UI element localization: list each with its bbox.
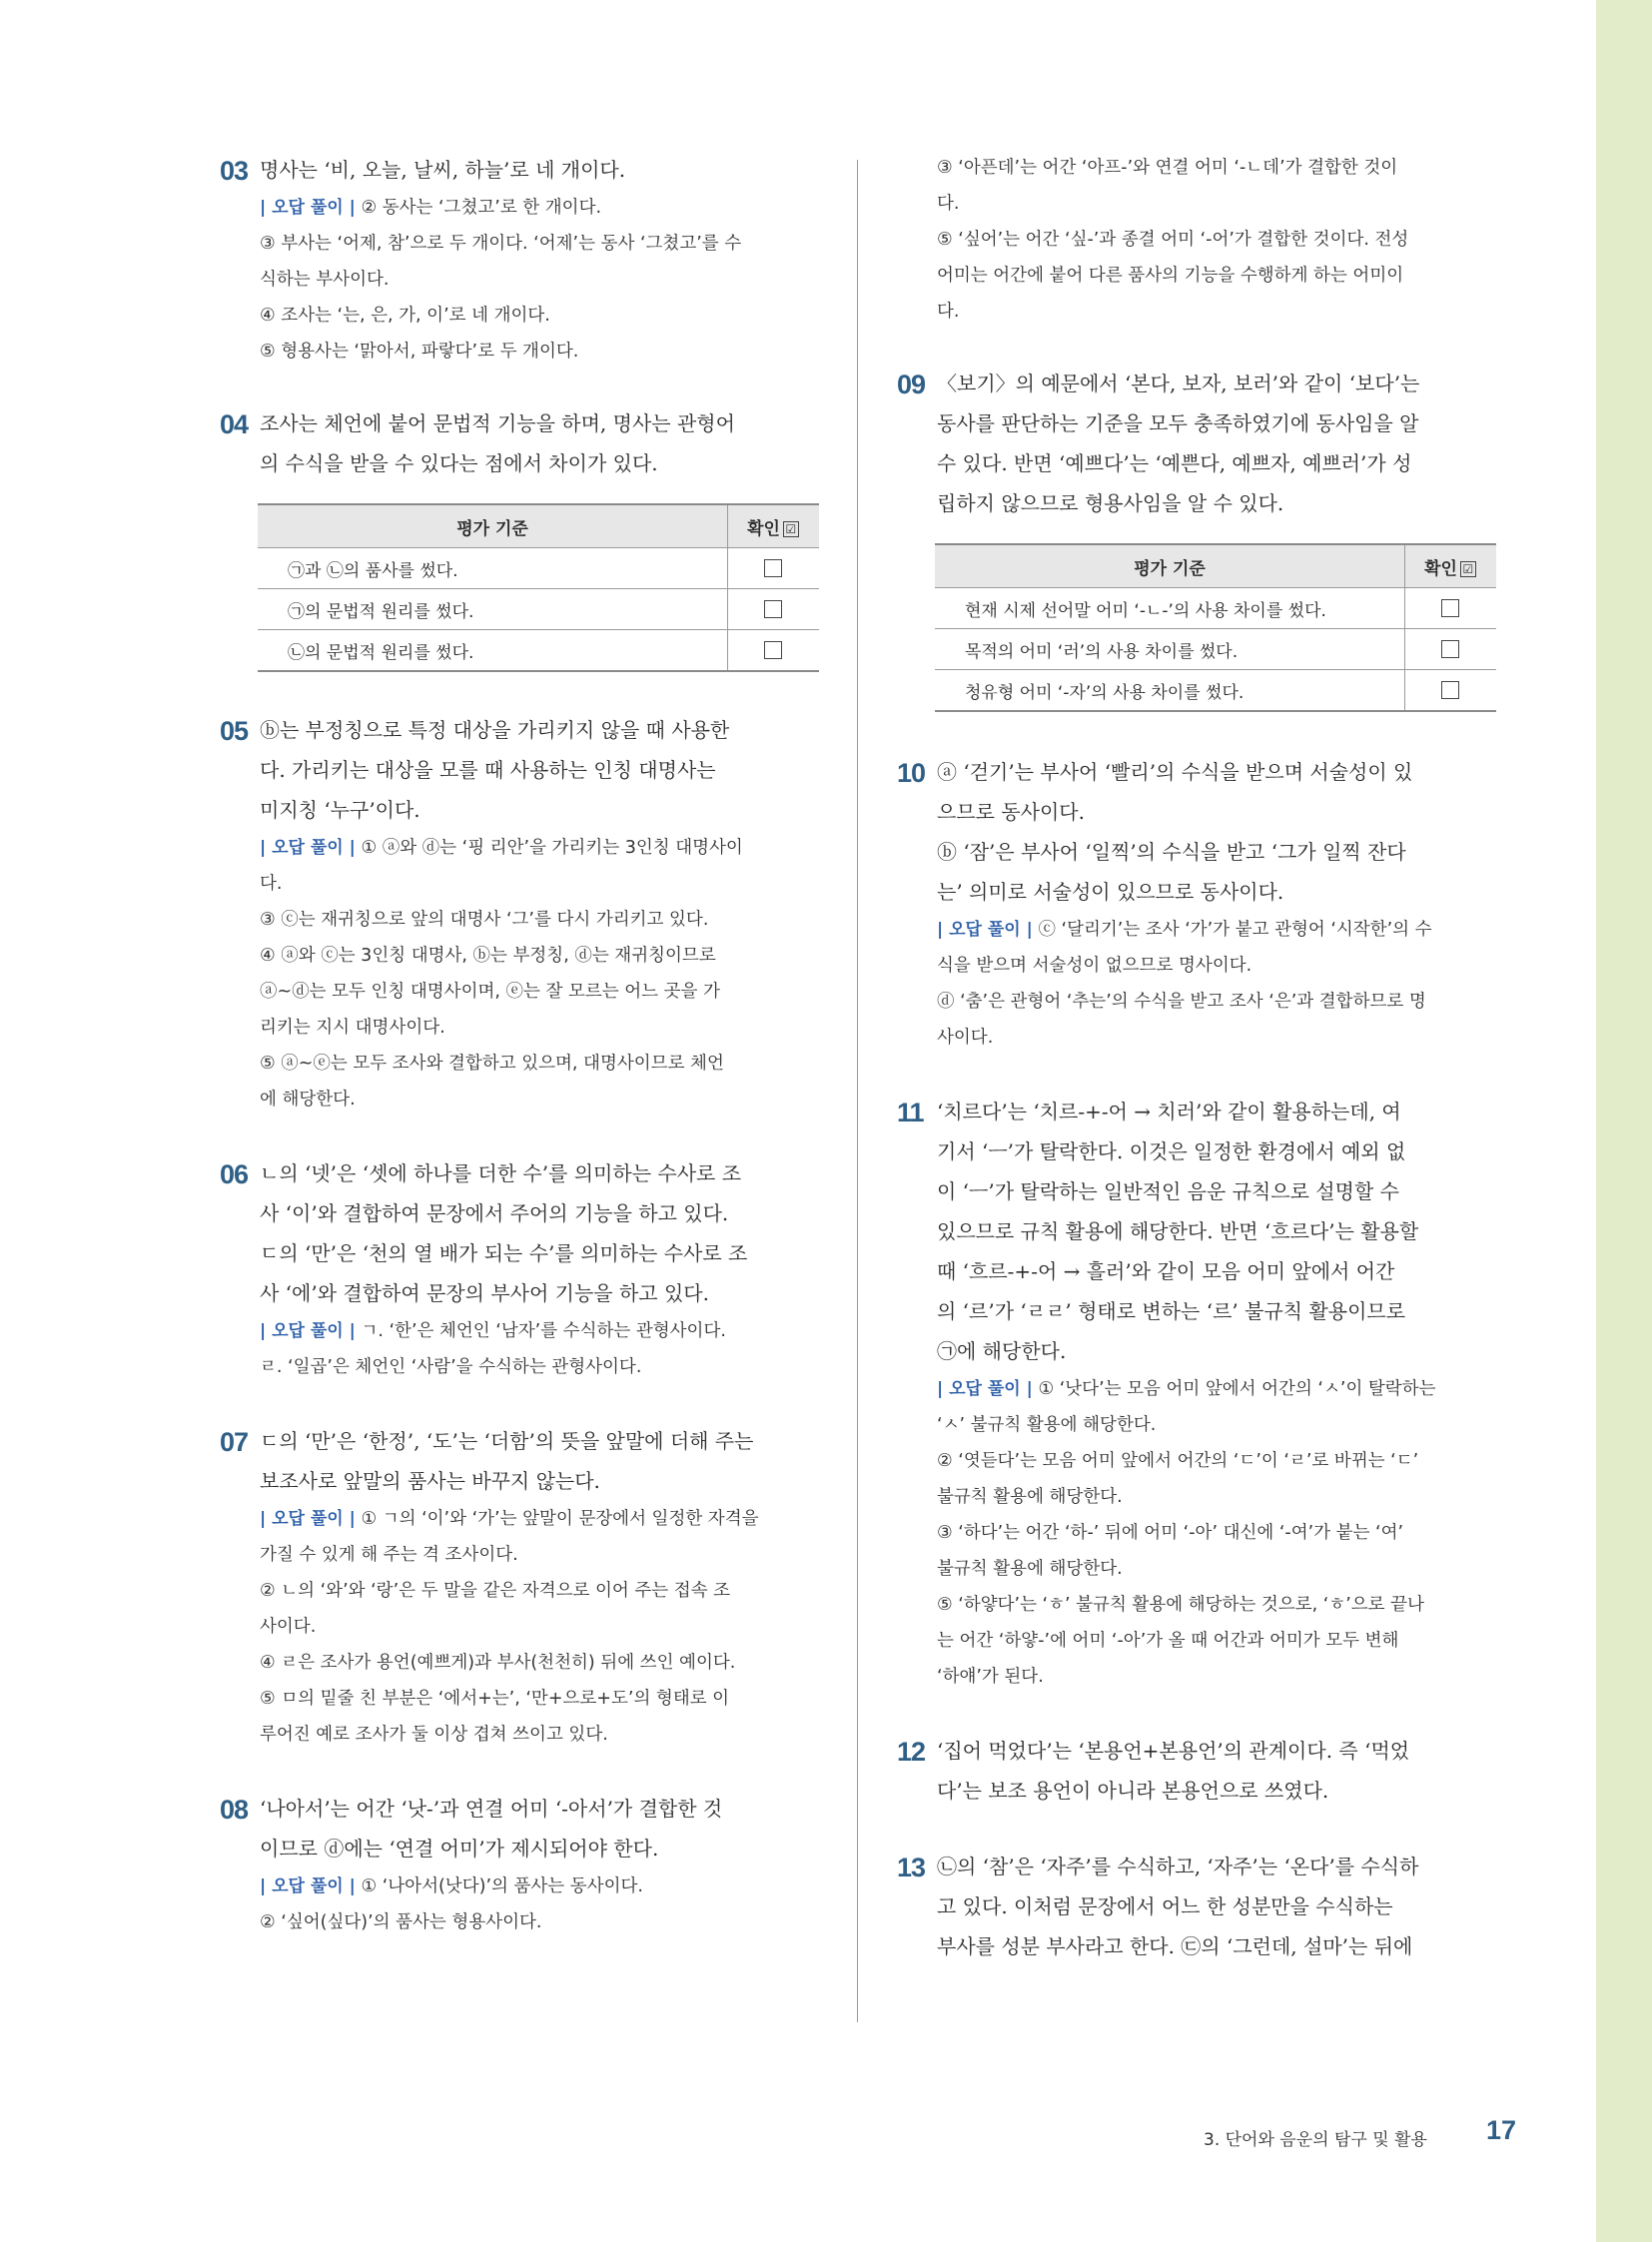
answer-line: 수 있다. 반면 ‘예쁘다’는 ‘예쁜다, 예쁘자, 예쁘러’가 성 (937, 451, 1412, 475)
answer-text (937, 1731, 1456, 1811)
side-color-strip (1596, 0, 1652, 2242)
answer-line: 는’ 의미로 서술성이 있으므로 동사이다. (937, 880, 1284, 904)
wrong-answer-label: | 오답 풀이 | (260, 198, 356, 218)
explanation-line: ③ ⓒ는 재귀칭으로 앞의 대명사 ‘그’를 다시 가리키고 있다. (260, 910, 709, 930)
wrong-answer-label: | 오답 풀이 | (937, 1379, 1033, 1399)
criteria-cell: 목적의 어미 ‘러’의 사용 차이를 썼다. (935, 629, 1405, 670)
answer-text (260, 1789, 779, 1868)
answer-line: 조사는 체언에 붙어 문법적 기능을 하며, 명사는 관형어 (260, 411, 735, 435)
criteria-cell: 현재 시제 선어말 어미 ‘-ㄴ-’의 사용 차이를 썼다. (935, 588, 1405, 629)
answer-line: ⓑ ‘잠’은 부사어 ‘일찍’의 수식을 받고 ‘그가 일찍 잔다 (937, 840, 1406, 864)
wrong-answer-label: | 오답 풀이 | (260, 1509, 356, 1529)
answer-line: 다’는 보조 용언이 아니라 본용언으로 쓰였다. (937, 1779, 1329, 1803)
answer-10 (897, 752, 1456, 1056)
explanation-line: 는 어간 ‘하얗-’에 어미 ‘-아’가 올 때 어간과 어미가 모두 변해 (937, 1631, 1399, 1651)
answer-line: 이므로 ⓓ에는 ‘연결 어미’가 제시되어야 한다. (260, 1837, 659, 1861)
question-number: 11 (897, 1098, 924, 1127)
answer-text (260, 1421, 779, 1501)
table-row (935, 629, 1496, 670)
answer-text (260, 1153, 779, 1313)
answer-line: ‘치르다’는 ‘치르-+-어 → 치러’와 같이 활용하는데, 여 (937, 1100, 1401, 1123)
checkbox[interactable] (1441, 599, 1459, 617)
checkbox[interactable] (1441, 640, 1459, 658)
checkbox[interactable] (1441, 681, 1459, 699)
question-number: 04 (220, 409, 249, 439)
wrong-answer-label: | 오답 풀이 | (937, 920, 1033, 940)
answer-line: 립하지 않으므로 형용사임을 알 수 있다. (937, 491, 1284, 515)
wrong-answer-explanation (937, 150, 1456, 330)
answer-text (937, 1092, 1456, 1371)
question-number: 12 (897, 1737, 926, 1767)
question-number: 10 (897, 758, 926, 788)
wrong-answer-explanation (260, 830, 779, 1118)
question-number: 03 (220, 156, 249, 186)
explanation-line: 리키는 지시 대명사이다. (260, 1018, 445, 1038)
explanation-line: ㄹ. ‘일곱’은 체언인 ‘사람’을 수식하는 관형사이다. (260, 1357, 642, 1377)
answer-text (937, 752, 1456, 912)
answer-line: 동사를 판단하는 기준을 모두 충족하였기에 동사임을 알 (937, 411, 1419, 435)
explanation-line: ⑤ ‘싶어’는 어간 ‘싶-’과 종결 어미 ‘-어’가 결합한 것이다. 전성 (937, 230, 1409, 250)
answer-line: 〈보기〉의 예문에서 ‘본다, 보자, 보러’와 같이 ‘보다’는 (937, 372, 1420, 395)
explanation-line: 가질 수 있게 해 주는 격 조사이다. (260, 1545, 518, 1565)
criteria-cell: 청유형 어미 ‘-자’의 사용 차이를 썼다. (935, 670, 1405, 712)
explanation-line: 사이다. (260, 1617, 317, 1637)
explanation-line: ⑤ ⓐ~ⓔ는 모두 조사와 결합하고 있으며, 대명사이므로 체언 (260, 1054, 724, 1074)
explanation-line: | 오답 풀이 | ㄱ. ‘한’은 체언인 ‘남자’를 수식하는 관형사이다. (260, 1321, 726, 1341)
explanation-line: | 오답 풀이 | ① ‘낫다’는 모음 어미 앞에서 어간의 ‘ㅅ’이 탈락하는 (937, 1379, 1436, 1399)
wrong-answer-explanation (937, 1371, 1456, 1695)
explanation-line: ③ ‘하다’는 어간 ‘하-’ 뒤에 어미 ‘-아’ 대신에 ‘-여’가 붙는 ‘여’ (937, 1523, 1404, 1543)
answer-06 (220, 1153, 779, 1385)
answer-line: 부사를 성분 부사라고 한다. ㉢의 ‘그런데, 설마’는 뒤에 (937, 1934, 1413, 1958)
answer-08 (220, 1789, 779, 1940)
question-number: 07 (220, 1427, 249, 1457)
question-number: 13 (897, 1853, 926, 1882)
answer-line: ‘나아서’는 어간 ‘낫-’과 연결 어미 ‘-아서’가 결합한 것 (260, 1797, 723, 1821)
explanation-line: | 오답 풀이 | ① ⓐ와 ⓓ는 ‘핑 리안’을 가리키는 3인칭 대명사이 (260, 838, 743, 858)
answer-text (937, 1847, 1456, 1966)
explanation-line: ⓐ~ⓓ는 모두 인칭 대명사이며, ⓔ는 잘 모르는 어느 곳을 가 (260, 982, 720, 1002)
explanation-line: ② ‘싶어(싶다)’의 품사는 형용사이다. (260, 1912, 542, 1932)
explanation-line: | 오답 풀이 | ② 동사는 ‘그쳤고’로 한 개이다. (260, 198, 602, 218)
question-number: 08 (220, 1795, 249, 1825)
explanation-line: ④ ⓐ와 ⓒ는 3인칭 대명사, ⓑ는 부정칭, ⓓ는 재귀칭이므로 (260, 946, 716, 966)
explanation-line: ③ ‘아픈데’는 어간 ‘아프-’와 연결 어미 ‘-ㄴ데’가 결합한 것이 (937, 158, 1398, 178)
checkbox[interactable] (764, 600, 782, 618)
checked-box-icon: ☑ (783, 521, 799, 537)
footer-section-title: 3. 단어와 음운의 탐구 및 활용 (1204, 2130, 1427, 2150)
table-row (258, 630, 819, 672)
evaluation-table (935, 543, 1496, 712)
explanation-line: ⓓ ‘춤’은 관형어 ‘추는’의 수식을 받고 조사 ‘은’과 결합하므로 명 (937, 992, 1426, 1012)
explanation-line: 불규칙 활용에 해당한다. (937, 1487, 1123, 1507)
right-column (897, 150, 1474, 1966)
wrong-answer-explanation (260, 1868, 779, 1940)
checkbox[interactable] (764, 559, 782, 577)
wrong-answer-explanation (260, 1313, 779, 1385)
explanation-line: ‘하얘’가 된다. (937, 1667, 1044, 1687)
explanation-line: 다. (260, 874, 283, 894)
answer-line: 사 ‘이’와 결합하여 문장에서 주어의 기능을 하고 있다. (260, 1201, 729, 1225)
table-row (935, 670, 1496, 712)
wrong-answer-label: | 오답 풀이 | (260, 1321, 356, 1341)
criteria-header: 평가 기준 (258, 504, 728, 548)
table-row (258, 548, 819, 589)
criteria-cell: ㉠의 문법적 원리를 썼다. (258, 589, 728, 630)
column-divider (857, 160, 858, 2022)
left-column (220, 150, 797, 1940)
answer-line: 있으므로 규칙 활용에 해당한다. 반면 ‘흐르다’는 활용할 (937, 1219, 1419, 1243)
answer-line: ‘집어 먹었다’는 ‘본용언+본용언’의 관계이다. 즉 ‘먹었 (937, 1739, 1410, 1763)
explanation-line: ⑤ 형용사는 ‘맑아서, 파랗다’로 두 개이다. (260, 342, 579, 362)
evaluation-table (258, 503, 819, 672)
explanation-line: 에 해당한다. (260, 1090, 356, 1110)
answer-09 (897, 364, 1474, 712)
criteria-header: 평가 기준 (935, 544, 1405, 588)
answer-03 (220, 150, 779, 370)
explanation-line: ④ ㄹ은 조사가 용언(예쁘게)과 부사(천천히) 뒤에 쓰인 예이다. (260, 1653, 736, 1673)
answer-line: 이 ‘ㅡ’가 탈락하는 일반적인 음운 규칙으로 설명할 수 (937, 1179, 1399, 1203)
explanation-line: 다. (937, 194, 960, 214)
explanation-line: 식하는 부사이다. (260, 270, 390, 290)
answer-13 (897, 1847, 1456, 1966)
question-number: 06 (220, 1159, 249, 1189)
answer-line: ㉠에 해당한다. (937, 1339, 1067, 1363)
answer-text (260, 403, 779, 483)
answer-line: ㄷ의 ‘만’은 ‘천의 열 배가 되는 수’를 의미하는 수사로 조 (260, 1241, 748, 1265)
answer-07 (220, 1421, 779, 1753)
explanation-line: 불규칙 활용에 해당한다. (937, 1559, 1123, 1579)
answer-line: ㄷ의 ‘만’은 ‘한정’, ‘도’는 ‘더함’의 뜻을 앞말에 더해 주는 (260, 1429, 754, 1453)
wrong-answer-label: | 오답 풀이 | (260, 1876, 356, 1896)
answer-line: 으므로 동사이다. (937, 800, 1085, 824)
explanation-line: | 오답 풀이 | ① ㄱ의 ‘이’와 ‘가’는 앞말이 문장에서 일정한 자격을 (260, 1509, 759, 1529)
explanation-line: 어미는 어간에 붙어 다른 품사의 기능을 수행하게 하는 어미이 (937, 266, 1404, 286)
wrong-answer-label: | 오답 풀이 | (260, 838, 356, 858)
explanation-line: | 오답 풀이 | ① ‘나아서(낫다)’의 품사는 동사이다. (260, 1876, 643, 1896)
question-number: 09 (897, 370, 926, 399)
question-number: 05 (220, 716, 249, 746)
answer-line: ⓑ는 부정칭으로 특정 대상을 가리키지 않을 때 사용한 (260, 718, 730, 742)
answer-text (937, 364, 1456, 523)
explanation-line: | 오답 풀이 | ⓒ ‘달리기’는 조사 ‘가’가 붙고 관형어 ‘시작한’의 수 (937, 920, 1432, 940)
page-number: 17 (1486, 2115, 1517, 2145)
explanation-line: ④ 조사는 ‘는, 은, 가, 이’로 네 개이다. (260, 306, 550, 326)
explanation-line: ‘ㅅ’ 불규칙 활용에 해당한다. (937, 1415, 1157, 1435)
answer-line: 미지칭 ‘누구’이다. (260, 798, 420, 822)
answer-line: 명사는 ‘비, 오늘, 날씨, 하늘’로 네 개이다. (260, 158, 626, 182)
answer-04 (220, 403, 797, 672)
explanation-line: ⑤ ‘하얗다’는 ‘ㅎ’ 불규칙 활용에 해당하는 것으로, ‘ㅎ’으로 끝나 (937, 1595, 1424, 1615)
answer-line: 때 ‘흐르-+-어 → 흘러’와 같이 모음 어미 앞에서 어간 (937, 1259, 1395, 1283)
answer-line: ㄴ의 ‘넷’은 ‘셋에 하나를 더한 수’를 의미하는 수사로 조 (260, 1161, 742, 1185)
explanation-line: ⑤ ㅁ의 밑줄 친 부분은 ‘에서+는’, ‘만+으로+도’의 형태로 이 (260, 1689, 730, 1709)
explanation-line: 사이다. (937, 1028, 994, 1048)
answer-line: 의 ‘르’가 ‘ㄹㄹ’ 형태로 변하는 ‘르’ 불규칙 활용이므로 (937, 1299, 1406, 1323)
checkbox[interactable] (764, 641, 782, 659)
check-header: 확인 ☑ (728, 504, 820, 548)
answer-line: 고 있다. 이처럼 문장에서 어느 한 성분만을 수식하는 (937, 1894, 1393, 1918)
explanation-line: ③ 부사는 ‘어제, 참’으로 두 개이다. ‘어제’는 동사 ‘그쳤고’를 수 (260, 234, 742, 254)
criteria-cell: ㉡의 문법적 원리를 썼다. (258, 630, 728, 672)
table-row (258, 589, 819, 630)
explanation-line: ② ㄴ의 ‘와’와 ‘랑’은 두 말을 같은 자격으로 이어 주는 접속 조 (260, 1581, 731, 1601)
answer-line: ㉡의 ‘참’은 ‘자주’를 수식하고, ‘자주’는 ‘온다’를 수식하 (937, 1855, 1419, 1878)
answer-12 (897, 1731, 1456, 1811)
wrong-answer-explanation (260, 1501, 779, 1753)
explanation-line: 식을 받으며 서술성이 없으므로 명사이다. (937, 956, 1252, 976)
answer-line: 사 ‘에’와 결합하여 문장의 부사어 기능을 하고 있다. (260, 1281, 709, 1305)
answer-line: ⓐ ‘걷기’는 부사어 ‘빨리’의 수식을 받으며 서술성이 있 (937, 760, 1413, 784)
criteria-cell: ㉠과 ㉡의 품사를 썼다. (258, 548, 728, 589)
answer-line: 다. 가리키는 대상을 모를 때 사용하는 인칭 대명사는 (260, 758, 716, 782)
answer-line: 보조사로 앞말의 품사는 바꾸지 않는다. (260, 1469, 600, 1493)
explanation-line: ② ‘엿듣다’는 모음 어미 앞에서 어간의 ‘ㄷ’이 ‘ㄹ’로 바뀌는 ‘ㄷ’ (937, 1451, 1419, 1471)
explanation-line: 다. (937, 302, 960, 322)
answer-text (260, 150, 779, 190)
answer-line: 기서 ‘ㅡ’가 탈락한다. 이것은 일정한 환경에서 예외 없 (937, 1139, 1406, 1163)
checked-box-icon: ☑ (1460, 561, 1476, 577)
answer-08-continued (897, 150, 1456, 330)
answer-line: 의 수식을 받을 수 있다는 점에서 차이가 있다. (260, 451, 658, 475)
answer-text (260, 710, 779, 830)
answer-11 (897, 1092, 1456, 1695)
wrong-answer-explanation (937, 912, 1456, 1056)
check-header: 확인 ☑ (1405, 544, 1497, 588)
wrong-answer-explanation (260, 190, 779, 370)
answer-05 (220, 710, 779, 1118)
table-row (935, 588, 1496, 629)
explanation-line: 루어진 예로 조사가 둘 이상 겹쳐 쓰이고 있다. (260, 1725, 608, 1745)
